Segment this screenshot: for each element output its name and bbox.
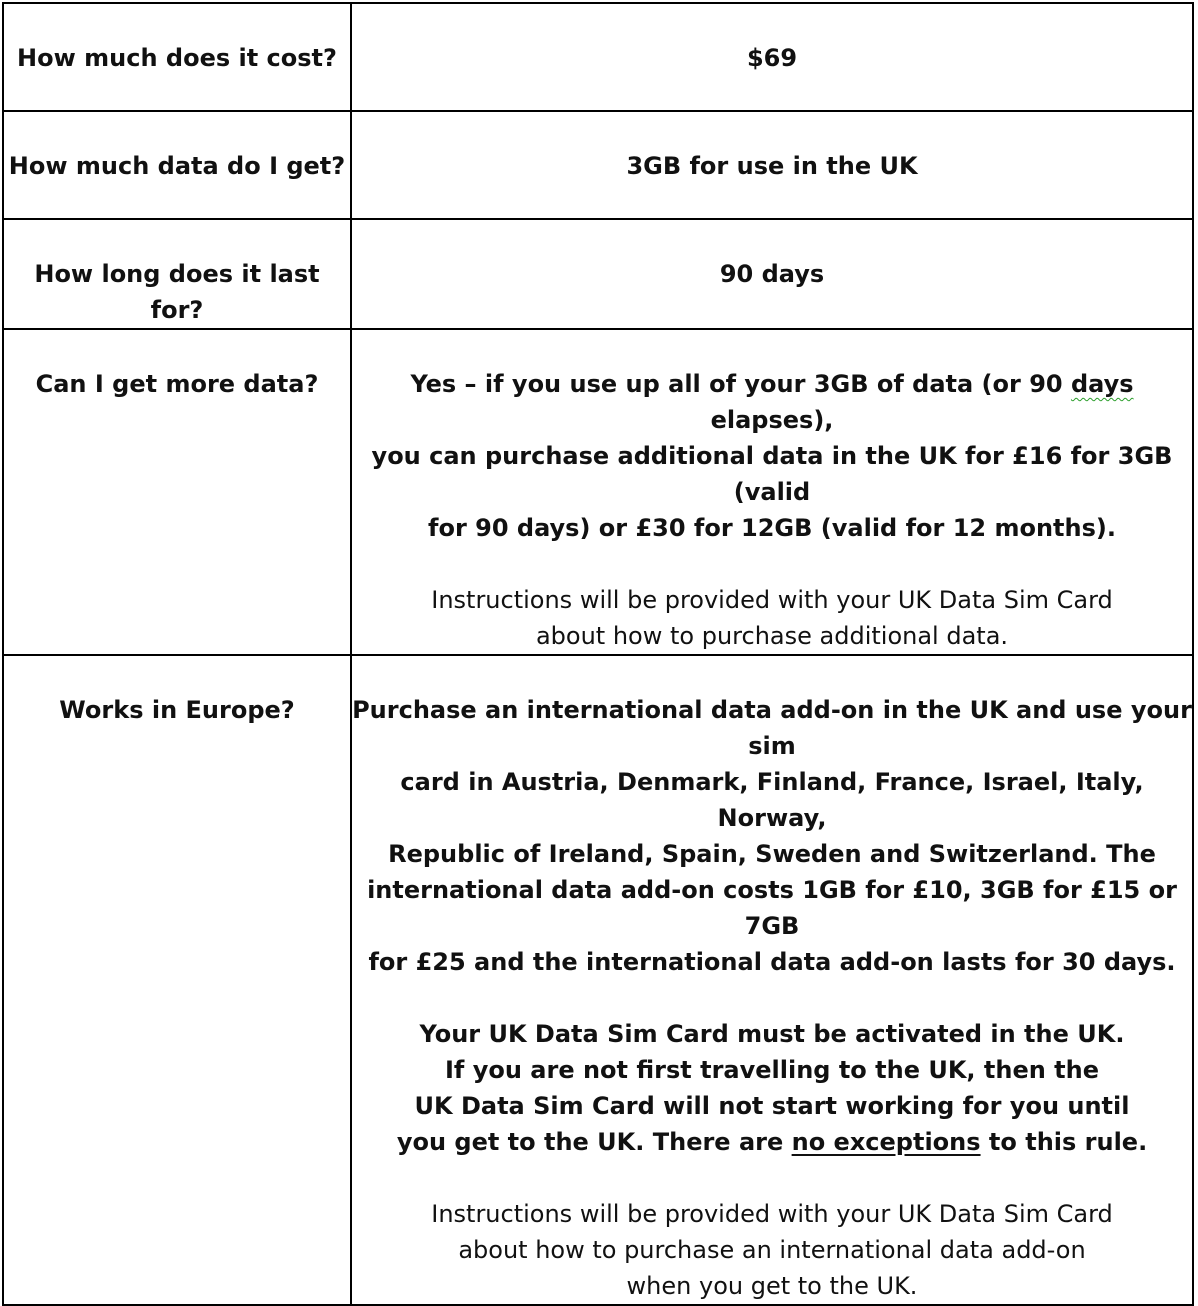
question-text: Works in Europe? <box>59 696 295 724</box>
answer-line: Instructions will be provided with your UK Data Sim Card <box>431 1200 1113 1228</box>
table-row <box>3 655 1193 1305</box>
answer-line: for £25 and the international data add-on lasts for 30 days. <box>368 948 1176 976</box>
answer-line: Instructions will be provided with your UK Data Sim Card <box>431 586 1113 614</box>
answer-text: $69 <box>746 44 798 72</box>
underlined-emphasis: no exceptions <box>791 1128 981 1156</box>
answer-line <box>352 1124 1192 1160</box>
answer-line: international data add-on costs 1GB for £10, 3GB for £15 or 7GB <box>367 876 1177 940</box>
answer-line-part: to this rule. <box>980 1128 1148 1156</box>
question-text: How much does it cost? <box>17 44 337 72</box>
answer-line: when you get to the UK. <box>626 1272 918 1300</box>
question-cell <box>3 329 351 655</box>
paragraph-gap <box>352 980 1192 1016</box>
answer-cell <box>351 219 1193 329</box>
answer-line <box>352 366 1192 438</box>
instruction-paragraph <box>352 1196 1192 1304</box>
answer-line-part: you get to the UK. There are <box>396 1128 792 1156</box>
activation-paragraph <box>352 1016 1192 1160</box>
question-text: How much data do I get? <box>8 152 346 180</box>
answer-line: about how to purchase an international data add-on <box>458 1236 1086 1264</box>
answer-block <box>352 656 1192 1304</box>
spellcheck-word: days <box>1070 370 1134 398</box>
answer-line: UK Data Sim Card will not start working for you until <box>414 1092 1130 1120</box>
faq-table <box>2 2 1194 1306</box>
answer-line: card in Austria, Denmark, Finland, France, Israel, Italy, Norway, <box>400 768 1144 832</box>
answer-text: 90 days <box>719 260 825 288</box>
table-row <box>3 111 1193 219</box>
answer-line: Republic of Ireland, Spain, Sweden and Switzerland. The <box>388 840 1156 868</box>
answer-line: Your UK Data Sim Card must be activated in the UK. <box>419 1020 1125 1048</box>
answer-line: Purchase an international data add-on in the UK and use your sim <box>352 696 1192 760</box>
answer-line: about how to purchase additional data. <box>535 622 1009 650</box>
answer-cell <box>351 111 1193 219</box>
question-text: How long does it last for? <box>34 260 320 324</box>
answer-line: If you are not first travelling to the UK, then the <box>444 1056 1099 1084</box>
answer-line-part: elapses), <box>710 406 834 434</box>
answer-cell <box>351 655 1193 1305</box>
answer-line: you can purchase additional data in the UK for £16 for 3GB (valid <box>371 442 1173 506</box>
answer-paragraph <box>352 692 1192 980</box>
answer-cell <box>351 329 1193 655</box>
answer-paragraph <box>352 366 1192 546</box>
answer-line-part: Yes – if you use up all of your 3GB of data (or 90 <box>410 370 1071 398</box>
table-row <box>3 3 1193 111</box>
instruction-paragraph <box>352 582 1192 654</box>
answer-block <box>352 330 1192 654</box>
paragraph-gap <box>352 1160 1192 1196</box>
answer-cell <box>351 3 1193 111</box>
answer-line: for 90 days) or £30 for 12GB (valid for 12 months). <box>428 514 1116 542</box>
question-cell <box>3 219 351 329</box>
table-row <box>3 329 1193 655</box>
question-text: Can I get more data? <box>35 370 319 398</box>
table-row <box>3 219 1193 329</box>
answer-text: 3GB for use in the UK <box>626 152 918 180</box>
paragraph-gap <box>352 546 1192 582</box>
question-cell <box>3 111 351 219</box>
question-cell <box>3 655 351 1305</box>
question-cell <box>3 3 351 111</box>
